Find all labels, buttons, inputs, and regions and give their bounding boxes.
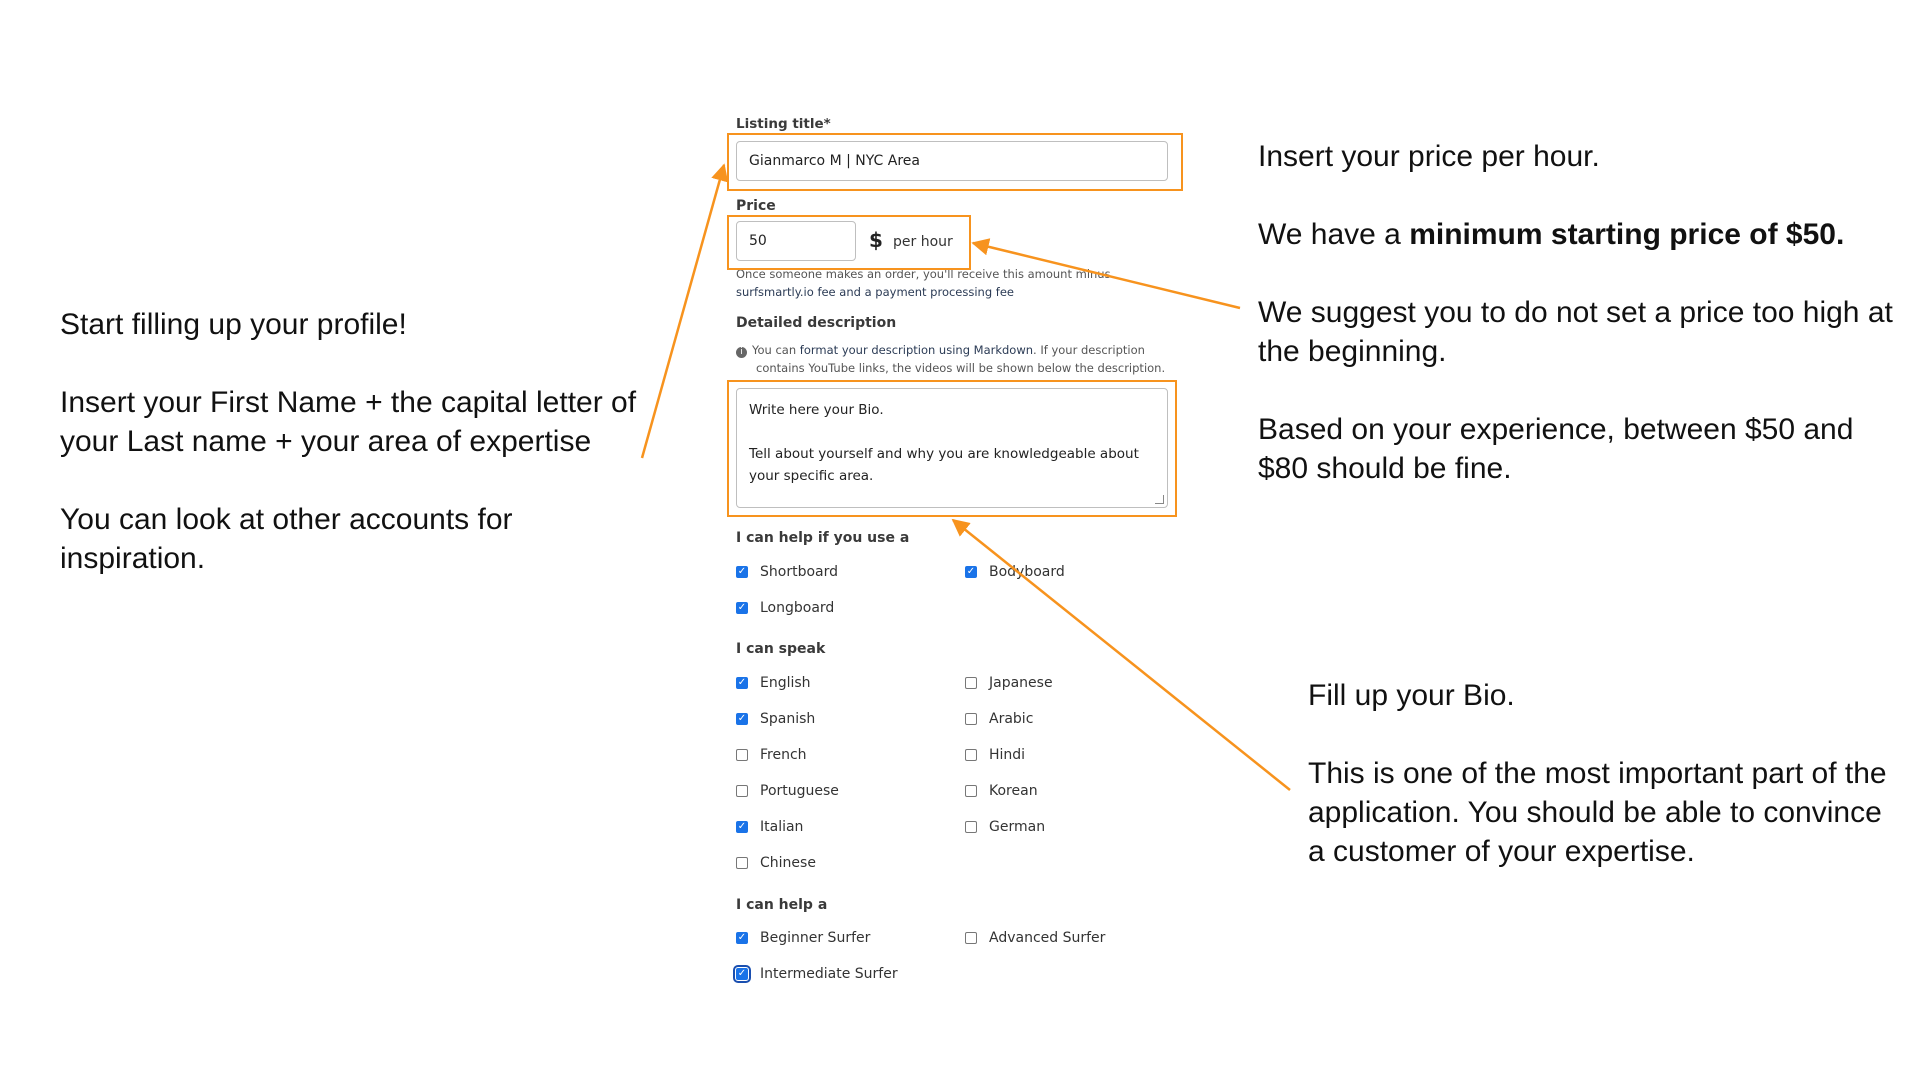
right-note-line4: Based on your experience, between $50 and $80 should be fine. <box>1258 413 1854 485</box>
left-note-line3: You can look at other accounts for inspiration. <box>60 503 513 575</box>
language-option-label: Spanish <box>760 711 816 727</box>
currency-symbol: $ <box>869 228 883 252</box>
language-option-label: Japanese <box>989 675 1053 691</box>
board-option-label: Shortboard <box>760 564 838 580</box>
bio-note-line2: This is one of the most important part of the application. You should be able to convince a customer of your expertise. <box>1308 757 1887 868</box>
checkbox-checked-icon[interactable]: ✓ <box>737 677 747 688</box>
language-option-label: Chinese <box>760 855 816 871</box>
bio-line3: your specific area. <box>749 468 874 484</box>
language-option-label: Arabic <box>989 711 1034 727</box>
checkbox-checked-icon[interactable]: ✓ <box>737 602 747 613</box>
description-label: Detailed description <box>736 315 897 331</box>
board-option-label: Longboard <box>760 600 835 616</box>
language-option-label: Italian <box>760 819 804 835</box>
price-label: Price <box>736 198 776 214</box>
left-note-line2: Insert your First Name + the capital letter of your Last name + your area of expertise <box>60 386 637 458</box>
checkbox-checked-icon[interactable]: ✓ <box>737 821 747 832</box>
left-note-line1: Start filling up your profile! <box>60 308 407 341</box>
language-option-label: English <box>760 675 811 691</box>
listing-title-value: Gianmarco M | NYC Area <box>749 153 920 169</box>
level-option-label: Intermediate Surfer <box>760 966 898 982</box>
language-option-label: Hindi <box>989 747 1026 763</box>
listing-title-label: Listing title* <box>736 116 831 132</box>
help-level-label: I can help a <box>736 897 828 913</box>
checkbox-checked-icon[interactable]: ✓ <box>737 932 747 943</box>
info-icon: i <box>736 347 747 358</box>
right-note-line3: We suggest you to do not set a price too high at the beginning. <box>1258 296 1893 368</box>
speak-label: I can speak <box>736 641 826 657</box>
markdown-link[interactable]: format your description using Markdown <box>799 343 1034 357</box>
description-hint: i You can format your description using Markdown. If your description contains YouTube links, the videos will be shown below the description. <box>736 341 1176 377</box>
level-option-label: Beginner Surfer <box>760 930 871 946</box>
minimum-price-bold: minimum starting price of $50. <box>1409 218 1845 251</box>
arrow-to-listing-title <box>642 165 724 458</box>
checkbox-checked-icon[interactable]: ✓ <box>966 566 976 577</box>
right-note-line2: We have a minimum starting price of $50. <box>1258 218 1845 251</box>
checkbox-checked-icon[interactable]: ✓ <box>737 566 747 577</box>
right-note-line1: Insert your price per hour. <box>1258 140 1600 173</box>
arrow-to-bio <box>953 520 1290 790</box>
checkbox-checked-icon[interactable]: ✓ <box>737 713 747 724</box>
price-unit: per hour <box>893 234 953 250</box>
bio-line1: Write here your Bio. <box>749 402 884 418</box>
level-option-label: Advanced Surfer <box>989 930 1106 946</box>
board-option-label: Bodyboard <box>989 564 1065 580</box>
arrow-to-price <box>973 243 1240 308</box>
bio-note-line1: Fill up your Bio. <box>1308 679 1515 712</box>
language-option-label: Portuguese <box>760 783 839 799</box>
checkbox-checked-icon[interactable]: ✓ <box>737 968 747 979</box>
language-option-label: German <box>989 819 1046 835</box>
language-option-label: French <box>760 747 807 763</box>
price-value: 50 <box>749 233 767 249</box>
bio-line2: Tell about yourself and why you are knowledgeable about <box>749 446 1139 462</box>
language-option-label: Korean <box>989 783 1038 799</box>
price-note: Once someone makes an order, you'll receive this amount minus surfsmartly.io fee and a payment processing fee <box>736 267 1111 299</box>
help-use-label: I can help if you use a <box>736 530 910 546</box>
